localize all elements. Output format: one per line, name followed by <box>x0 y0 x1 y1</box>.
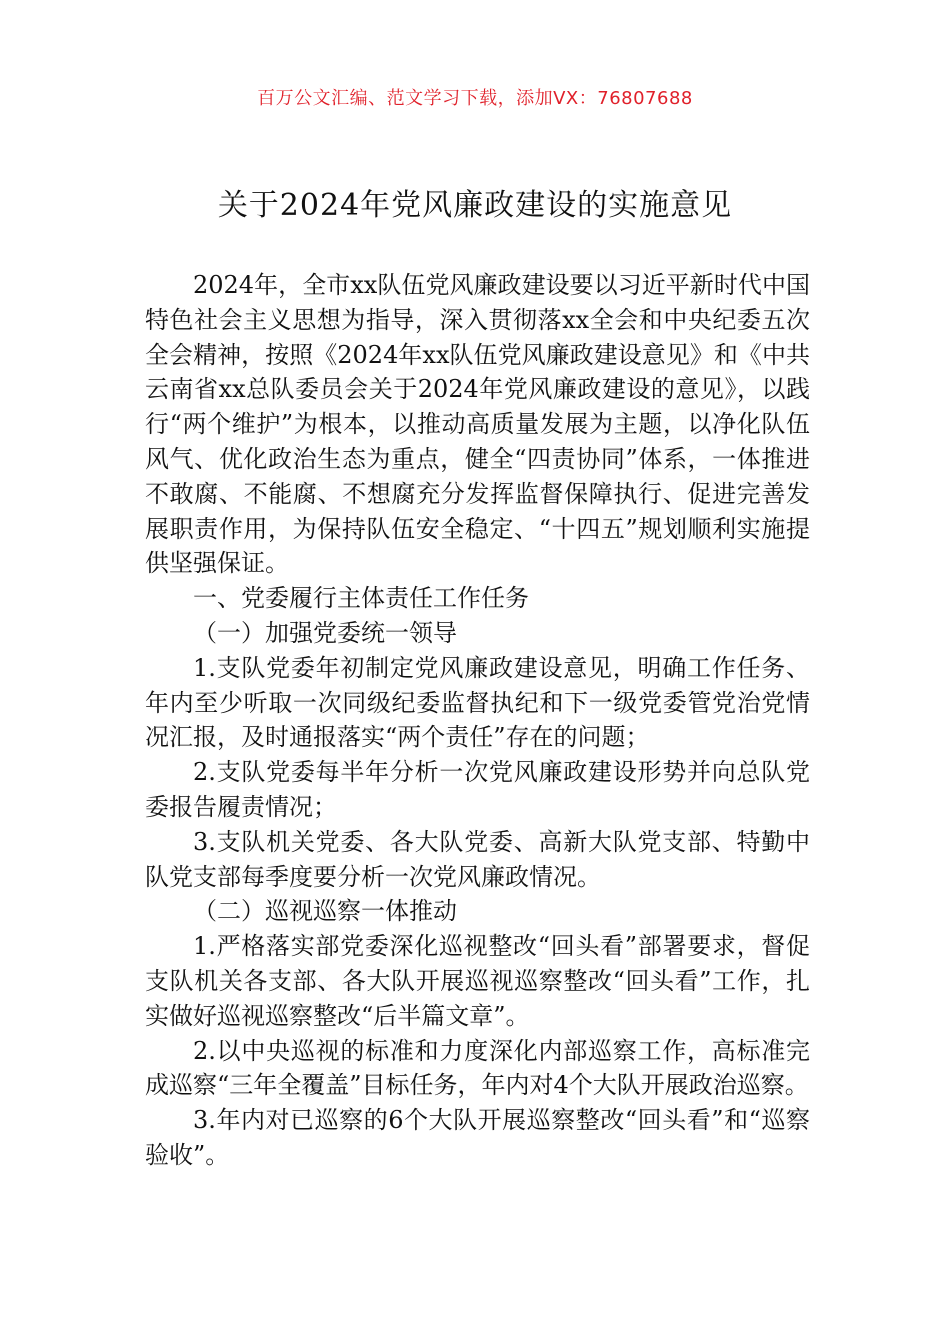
intro-paragraph: 2024年，全市xx队伍党风廉政建设要以习近平新时代中国特色社会主义思想为指导，深入贯彻落xx全会和中央纪委五次全会精神，按照《2024年xx队伍党风廉政建设意见》和《中共云南省xx总队委员会关于2024年党风廉政建设的意见》，以践行“两个维护”为根本，以推动高质量发展为主题，以净化队伍风气、优化政治生态为重点，健全“四责协同”体系，一体推进不敢腐、不能腐、不想腐充分发挥监督保障执行、促进完善发展职责作用，为保持队伍安全稳定、“十四五”规划顺利实施提供坚强保证。 <box>145 271 810 578</box>
list-item: 3.支队机关党委、各大队党委、高新大队党支部、特勤中队党支部每季度要分析一次党风廉政情况。 <box>145 827 810 891</box>
subsection-heading: （二）巡视巡察一体推动 <box>193 897 457 926</box>
list-item: 1.支队党委年初制定党风廉政建设意见，明确工作任务、年内至少听取一次同级纪委监督执纪和下一级党委管党治党情况汇报，及时通报落实“两个责任”存在的问题； <box>145 653 810 752</box>
list-item: 3.年内对已巡察的6个大队开展巡察整改“回头看”和“巡察验收”。 <box>145 1106 810 1169</box>
document-title: 关于2024年党风廉政建设的实施意见 <box>217 188 733 223</box>
list-item: 2.支队党委每半年分析一次党风廉政建设形势并向总队党委报告履责情况； <box>145 758 810 821</box>
subsection-heading: （一）加强党委统一领导 <box>193 618 457 647</box>
list-item: 2.以中央巡视的标准和力度深化内部巡察工作，高标准完成巡察“三年全覆盖”目标任务，年内对4个大队开展政治巡察。 <box>145 1036 810 1100</box>
download-banner: 百万公文汇编、范文学习下载，添加VX：76807688 <box>257 88 693 109</box>
section-heading: 一、党委履行主体责任工作任务 <box>193 584 529 613</box>
document-body <box>145 268 810 1173</box>
list-item: 1.严格落实部党委深化巡视整改“回头看”部署要求，督促支队机关各支部、各大队开展巡视巡察整改“回头看”工作，扎实做好巡视巡察整改“后半篇文章”。 <box>145 932 810 1030</box>
